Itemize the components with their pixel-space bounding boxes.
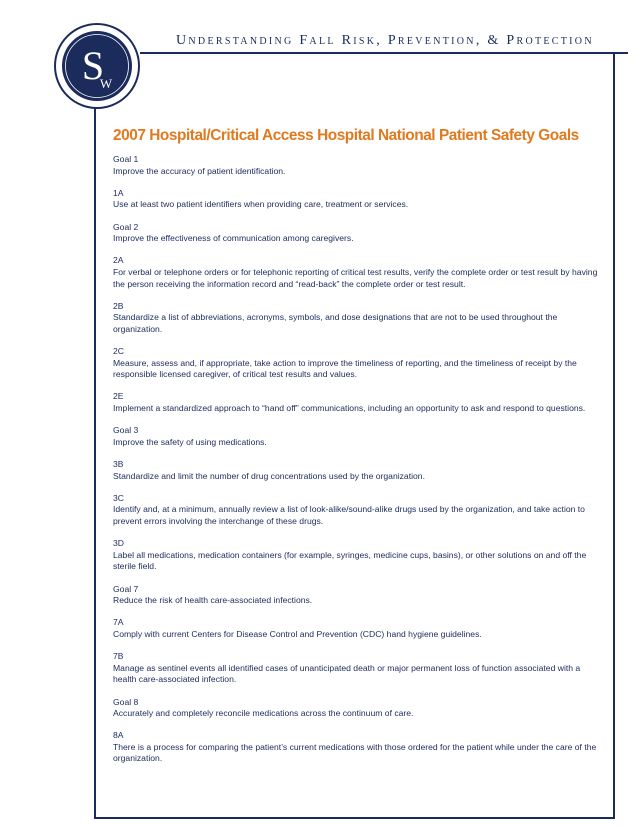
goal-item	[113, 425, 603, 448]
goal-item	[113, 154, 603, 177]
goal-item	[113, 538, 603, 573]
goal-item	[113, 391, 603, 414]
goal-item	[113, 617, 603, 640]
goal-item	[113, 584, 603, 607]
goal-code: 3B	[113, 459, 124, 470]
document-body	[113, 127, 603, 776]
svg-text:S: S	[81, 43, 105, 88]
goal-item	[113, 255, 603, 290]
goal-item	[113, 493, 603, 528]
goal-text: Standardize a list of abbreviations, acronyms, symbols, and dose designations that are not to be used throughout the organization.	[113, 312, 558, 334]
goal-text: Improve the safety of using medications.	[113, 436, 267, 447]
goal-text: Improve the accuracy of patient identification.	[113, 165, 286, 176]
goal-item	[113, 346, 603, 381]
goal-code: 7B	[113, 651, 124, 662]
goal-text: Reduce the risk of health care-associated infections.	[113, 595, 313, 606]
frame-left-border	[94, 100, 96, 818]
goal-code: Goal 7	[113, 583, 139, 594]
goal-item	[113, 222, 603, 245]
document-title: 2007 Hospital/Critical Access Hospital National Patient Safety Goals	[113, 127, 579, 144]
goal-text: Implement a standardized approach to “hand off” communications, including an opportunity to ask and respond to questions.	[113, 403, 586, 414]
goal-code: 2B	[113, 300, 124, 311]
frame-right-border	[613, 52, 615, 818]
header-rule	[140, 52, 628, 54]
goal-item	[113, 697, 603, 720]
goal-text: Comply with current Centers for Disease Control and Prevention (CDC) hand hygiene guidelines.	[113, 628, 482, 639]
goal-text: Use at least two patient identifiers when providing care, treatment or services.	[113, 199, 409, 210]
goal-text: Measure, assess and, if appropriate, take action to improve the timeliness of reporting, and the timeliness of receipt by the responsible licensed caregiver, of critical test results and values.	[113, 357, 577, 380]
goal-code: 3C	[113, 492, 124, 503]
goal-item	[113, 651, 603, 686]
goal-text: Accurately and completely reconcile medications across the continuum of care.	[113, 708, 414, 719]
goal-text: Improve the effectiveness of communication among caregivers.	[113, 233, 354, 244]
svg-text:W: W	[99, 76, 113, 91]
goal-code: 2A	[113, 255, 124, 266]
goal-code: 8A	[113, 730, 124, 741]
goal-code: 1A	[113, 187, 124, 198]
goal-code: Goal 3	[113, 425, 139, 436]
goal-code: Goal 2	[113, 221, 139, 232]
goal-code: Goal 8	[113, 696, 139, 707]
goal-code: 2E	[113, 391, 124, 402]
goals-list	[113, 154, 603, 765]
goal-code: 2C	[113, 346, 124, 357]
goal-item	[113, 301, 603, 336]
sw-logo	[53, 22, 141, 110]
goal-code: Goal 1	[113, 154, 139, 164]
goal-text: Identify and, at a minimum, annually review a list of look-alike/sound-alike drugs used by the organization, and take action to prevent errors involving the interchange of these drugs.	[113, 504, 585, 526]
goal-text: Label all medications, medication containers (for example, syringes, medicine cups, basins), or other solutions on and off the sterile field.	[113, 549, 587, 572]
goal-text: Manage as sentinel events all identified cases of unanticipated death or major permanent loss of function associated with a health care-associated infection.	[113, 662, 581, 685]
goal-code: 7A	[113, 617, 124, 628]
goal-text: Standardize and limit the number of drug concentrations used by the organization.	[113, 470, 425, 481]
frame-bottom-border	[94, 817, 615, 819]
goal-item	[113, 730, 603, 765]
goal-code: 3D	[113, 538, 124, 549]
goal-item	[113, 188, 603, 211]
header-title: Understanding Fall Risk, Prevention, & Protection	[176, 33, 594, 48]
goal-text: There is a process for comparing the patient’s current medications with those ordered for the patient while under the care of the organization.	[113, 741, 597, 764]
goal-item	[113, 459, 603, 482]
goal-text: For verbal or telephone orders or for telephonic reporting of critical test results, verify the complete order or test result by having the person receiving the information record and “read-back” the complete order or test result.	[113, 266, 598, 289]
